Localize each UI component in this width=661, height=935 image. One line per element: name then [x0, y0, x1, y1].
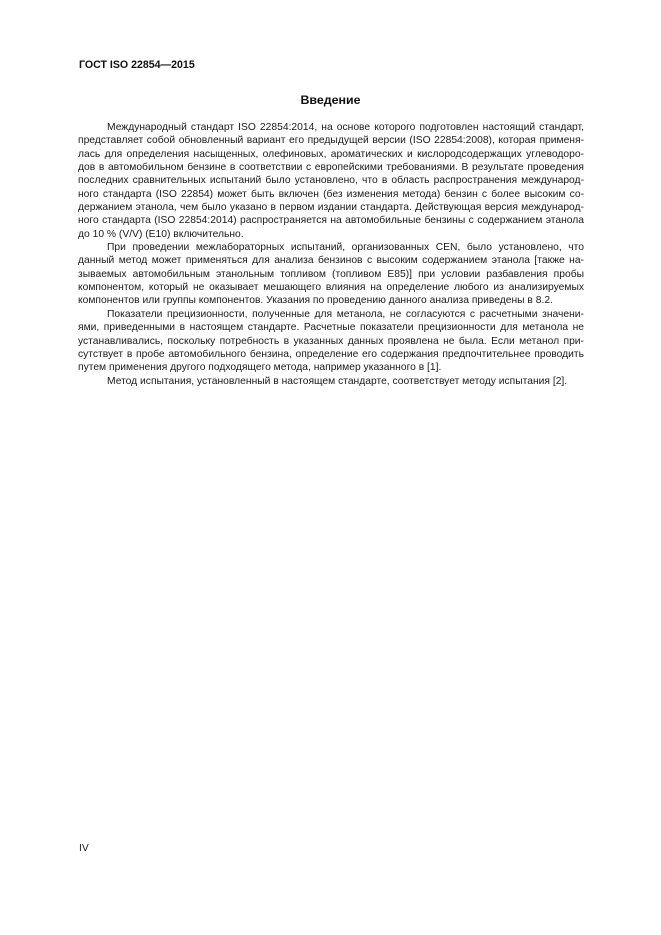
paragraph-line: При проведении межлабораторных испытаний, организованных CEN, было установлено, что [107, 242, 584, 254]
paragraph-line: Международный стандарт ISO 22854:2014, на основе которого подготовлен настоящий стандарт, [107, 122, 584, 133]
paragraph-line: данный метод может применяться для анализа бензинов с высоким содержанием этанола [также на- [78, 255, 584, 267]
paragraph-line: путем применения другого подходящего метода, например указанного в [1]. [78, 362, 442, 374]
paragraph-line: ного стандарта (ISO 22854:2014) распространяется на автомобильные бензины с содержанием этанола [78, 215, 584, 227]
paragraph-line: последних сравнительных испытаний было установлено, что в область распространения международ- [78, 175, 584, 187]
paragraph-line: сутствует в пробе автомобильного бензина, определение его содержания предпочтительнее проводить [78, 348, 584, 360]
paragraph-line: Метод испытания, установленный в настоящем стандарте, соответствует методу испытания [2]. [107, 375, 568, 387]
page-number: IV [79, 843, 89, 854]
paragraph-line: до 10 % (V/V) (E10) включительно. [78, 228, 244, 240]
paragraph-line: компонентом, который не оказывает мешающего влияния на определение любого из анализируемых [78, 282, 584, 294]
paragraph-line: ного стандарта (ISO 22854) может быть включен (без изменения метода) бензин с более высоким со- [78, 188, 584, 200]
body-text [78, 121, 584, 388]
paragraph-line: зываемых автомобильным этанольным топливом (топливом E85)] при условии разбавления пробы [78, 268, 584, 280]
paragraph-line: дов в автомобильном бензине в соответствии с европейскими требованиями. В результате проведения [78, 162, 584, 174]
section-title: Введение [300, 93, 361, 107]
paragraph-line: ями, приведенными в настоящем стандарте. Расчетные показатели прецизионности для метанола не [78, 322, 584, 334]
paragraph-line: лась для определения насыщенных, олефиновых, ароматических и кислородсодержащих углеводоро- [78, 148, 584, 160]
paragraph-line: представляет собой обновленный вариант его предыдущей версии (ISO 22854:2008), которая применя- [78, 135, 584, 147]
paragraph-line: Показатели прецизионности, полученные для метанола, не согласуются с расчетными значени- [107, 308, 584, 320]
paragraph-line: устанавливались, поскольку потребность в указанных данных проявлена не была. Если метанол при- [78, 335, 584, 347]
paragraph-line: держанием этанола, чем было указано в первом издании стандарта. Действующая версия международ- [78, 202, 584, 214]
paragraph-line: компонентов или группы компонентов. Указания по проведению данного анализа приведены в 8.2. [78, 295, 553, 307]
document-header: ГОСТ ISO 22854—2015 [79, 59, 195, 71]
